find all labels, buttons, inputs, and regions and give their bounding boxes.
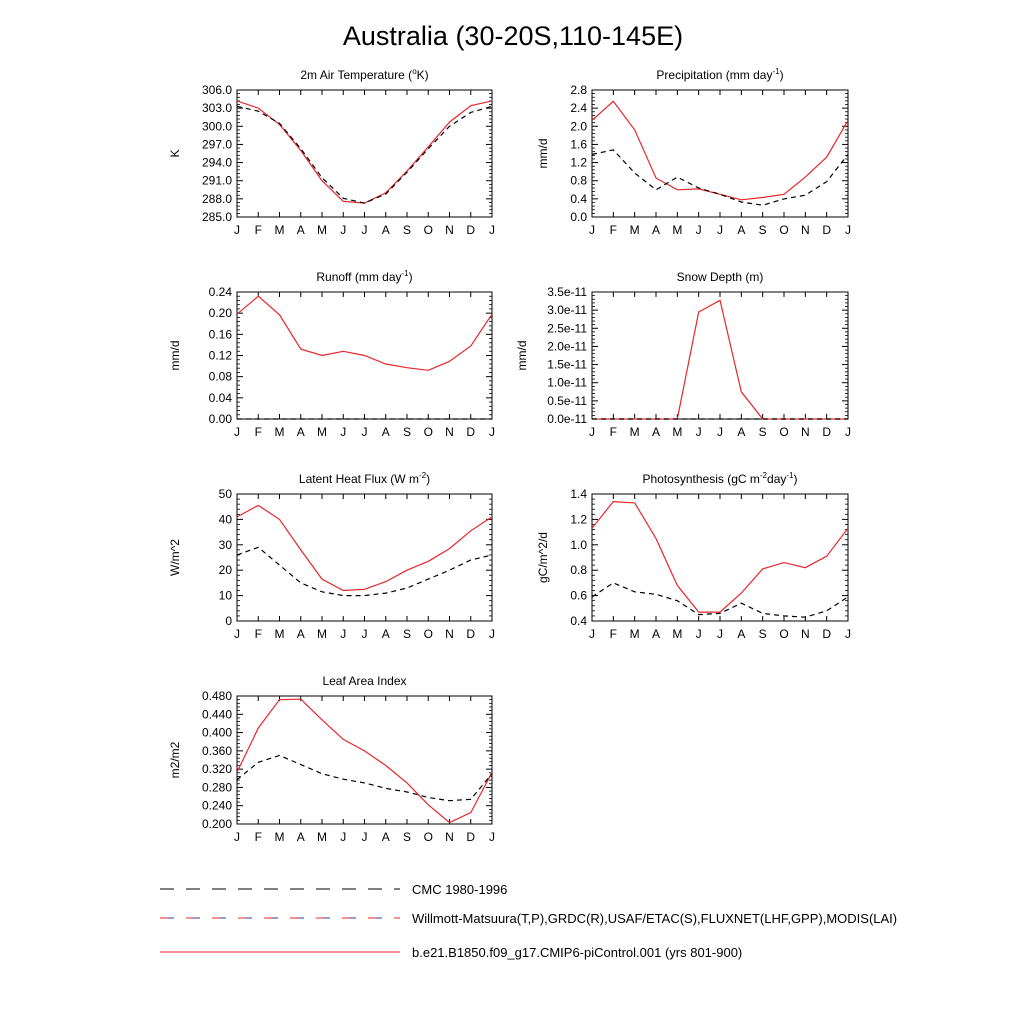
figure-title: Australia (30-20S,110-145E) xyxy=(342,21,684,51)
y-tick-label: 1.6 xyxy=(570,137,587,152)
y-tick-label: 0.00 xyxy=(208,412,232,426)
x-tick-label: A xyxy=(381,627,390,641)
plot-frame xyxy=(592,494,848,621)
panel-air-temperature xyxy=(168,67,495,237)
x-tick-label: M xyxy=(672,223,683,237)
y-tick-label: 0 xyxy=(225,614,232,628)
y-tick-label: 0.0e-11 xyxy=(547,412,587,426)
x-tick-label: M xyxy=(672,627,683,641)
y-tick-label: 0.400 xyxy=(201,725,232,740)
y-axis-label: m2/m2 xyxy=(168,741,182,779)
panel-title xyxy=(643,471,798,486)
x-tick-label: D xyxy=(822,425,832,439)
panel-latent-heat-flux xyxy=(168,471,495,641)
panel-leaf-area-index xyxy=(168,674,495,844)
x-tick-label: M xyxy=(672,425,683,439)
x-tick-label: O xyxy=(779,627,789,641)
panel-title-text-cont: K) xyxy=(416,68,429,82)
x-tick-label: J xyxy=(717,627,723,641)
x-tick-label: D xyxy=(466,223,476,237)
series-line-observed xyxy=(237,547,492,595)
x-tick-label: F xyxy=(254,425,262,439)
panel-title-superscript: -1 xyxy=(772,67,780,76)
panel-title xyxy=(316,269,412,284)
series-line-model xyxy=(592,300,848,419)
legend-label-cmc: CMC 1980-1996 xyxy=(412,882,508,897)
y-tick-label: 2.4 xyxy=(570,101,587,116)
y-tick-label: 0.320 xyxy=(201,762,232,777)
x-tick-label: J xyxy=(589,627,595,641)
x-tick-label: M xyxy=(317,627,327,641)
x-tick-label: S xyxy=(758,627,767,641)
panel-title-superscript: -2 xyxy=(418,471,427,480)
x-tick-label: J xyxy=(361,223,368,237)
x-tick-label: O xyxy=(423,223,433,237)
panel-title-text-cont: ) xyxy=(779,68,784,82)
x-tick-label: A xyxy=(737,223,746,237)
x-tick-label: A xyxy=(296,223,305,237)
plot-frame xyxy=(592,292,848,419)
x-tick-label: O xyxy=(423,830,433,844)
y-tick-label: 0.480 xyxy=(201,689,232,703)
x-tick-label: J xyxy=(845,627,851,641)
x-tick-label: A xyxy=(651,223,661,237)
x-tick-label: S xyxy=(402,223,412,237)
x-tick-label: F xyxy=(609,627,618,641)
legend-item-willmott xyxy=(160,911,897,926)
y-axis-label: gC/m^2/d xyxy=(536,532,550,583)
series-line-model xyxy=(237,296,492,370)
y-tick-label: 0.12 xyxy=(208,348,232,363)
panel-title-text-end: ) xyxy=(793,472,798,486)
series-line-observed xyxy=(592,150,848,205)
panel-title-text: Precipitation (mm day xyxy=(656,68,773,82)
y-tick-label: 0.08 xyxy=(208,369,232,384)
y-tick-label: 1.5e-11 xyxy=(547,357,587,372)
x-tick-label: N xyxy=(800,425,810,439)
y-tick-label: 0.280 xyxy=(201,780,232,795)
y-tick-label: 2.0e-11 xyxy=(547,339,587,354)
x-tick-label: A xyxy=(737,425,746,439)
x-tick-label: A xyxy=(296,425,305,439)
y-axis-label: mm/d xyxy=(168,340,182,371)
y-tick-label: 3.5e-11 xyxy=(547,285,587,299)
panel-title-text: 2m Air Temperature ( xyxy=(300,68,413,82)
panel-title-text-cont: ) xyxy=(408,270,413,284)
y-tick-label: 0.4 xyxy=(570,191,587,206)
panel-title xyxy=(299,471,430,486)
x-tick-label: A xyxy=(381,830,390,844)
panel-title-text: Photosynthesis (gC m xyxy=(642,472,760,486)
series-line-model xyxy=(592,502,848,612)
y-tick-label: 288.0 xyxy=(201,191,232,206)
x-tick-label: J xyxy=(845,425,851,439)
y-tick-label: 20 xyxy=(218,563,232,578)
y-tick-label: 2.0 xyxy=(570,119,587,134)
x-tick-label: J xyxy=(589,223,595,237)
plot-frame xyxy=(237,696,492,824)
x-tick-label: J xyxy=(361,425,368,439)
panel-photosynthesis xyxy=(536,471,851,641)
x-tick-label: O xyxy=(779,223,789,237)
series-line-observed xyxy=(237,755,492,800)
panel-title-text-cont: ) xyxy=(426,472,431,486)
y-tick-label: 0.8 xyxy=(570,563,587,578)
y-tick-label: 0.04 xyxy=(208,390,232,405)
x-tick-label: J xyxy=(717,223,723,237)
panel-runoff xyxy=(168,269,495,439)
series-line-model xyxy=(592,101,848,200)
x-tick-label: S xyxy=(402,425,412,439)
x-tick-label: J xyxy=(845,223,851,237)
x-tick-label: J xyxy=(361,830,368,844)
panel-title xyxy=(300,67,428,82)
y-tick-label: 306.0 xyxy=(201,83,232,97)
y-tick-label: 0.360 xyxy=(201,743,232,758)
y-tick-label: 0.200 xyxy=(201,817,232,831)
x-tick-label: F xyxy=(609,223,618,237)
x-tick-label: M xyxy=(274,223,285,237)
series-line-model xyxy=(237,699,492,822)
plot-frame xyxy=(592,90,848,217)
y-tick-label: 0.240 xyxy=(201,798,232,813)
x-tick-label: J xyxy=(361,627,368,641)
x-tick-label: M xyxy=(274,830,285,844)
x-tick-label: M xyxy=(274,425,285,439)
legend-label-model: b.e21.B1850.f09_g17.CMIP6-piControl.001 (yrs 801-900) xyxy=(412,945,743,960)
x-tick-label: N xyxy=(445,830,454,844)
y-tick-label: 0.8 xyxy=(570,173,587,188)
series-line-model xyxy=(237,101,492,203)
y-tick-label: 0.6 xyxy=(570,588,587,603)
x-tick-label: S xyxy=(758,425,767,439)
series-line-model xyxy=(237,505,492,590)
y-tick-label: 300.0 xyxy=(201,119,232,134)
y-tick-label: 10 xyxy=(218,588,232,603)
panel-title xyxy=(677,270,764,284)
x-tick-label: A xyxy=(651,627,661,641)
x-tick-label: F xyxy=(254,830,262,844)
x-tick-label: N xyxy=(445,223,454,237)
x-tick-label: M xyxy=(629,425,640,439)
panel-title-superscript: -1 xyxy=(401,269,409,278)
x-tick-label: J xyxy=(234,223,240,237)
x-tick-label: M xyxy=(629,627,640,641)
x-tick-label: M xyxy=(274,627,285,641)
x-tick-label: S xyxy=(402,627,412,641)
x-tick-label: D xyxy=(466,830,476,844)
x-tick-label: S xyxy=(758,223,767,237)
x-tick-label: D xyxy=(822,223,832,237)
x-tick-label: N xyxy=(445,425,454,439)
y-tick-label: 1.0e-11 xyxy=(547,375,587,390)
x-tick-label: O xyxy=(423,425,433,439)
y-axis-label: K xyxy=(168,149,182,158)
y-tick-label: 2.8 xyxy=(570,83,587,97)
y-tick-label: 294.0 xyxy=(201,155,232,170)
x-tick-label: N xyxy=(800,223,810,237)
y-tick-label: 297.0 xyxy=(201,137,232,152)
x-tick-label: F xyxy=(254,627,262,641)
x-tick-label: J xyxy=(489,627,495,641)
y-tick-label: 50 xyxy=(218,487,232,501)
panel-title-text: Latent Heat Flux (W m xyxy=(298,472,419,486)
x-tick-label: J xyxy=(489,223,495,237)
x-tick-label: D xyxy=(466,425,476,439)
x-tick-label: J xyxy=(340,627,347,641)
legend-item-model xyxy=(160,945,742,960)
x-tick-label: A xyxy=(296,830,305,844)
x-tick-label: J xyxy=(489,425,495,439)
x-tick-label: F xyxy=(609,425,618,439)
panel-title-text: Runoff (mm day xyxy=(316,270,402,284)
x-tick-label: D xyxy=(466,627,476,641)
x-tick-label: O xyxy=(423,627,433,641)
x-tick-label: A xyxy=(737,627,746,641)
x-tick-label: J xyxy=(234,425,240,439)
y-tick-label: 1.0 xyxy=(570,537,587,552)
y-tick-label: 291.0 xyxy=(201,173,232,188)
x-tick-label: J xyxy=(695,223,702,237)
x-tick-label: S xyxy=(402,830,412,844)
y-tick-label: 1.4 xyxy=(570,487,587,501)
x-tick-label: M xyxy=(317,830,327,844)
x-tick-label: A xyxy=(381,425,390,439)
x-tick-label: M xyxy=(317,425,327,439)
panel-title xyxy=(656,67,783,82)
y-tick-label: 1.2 xyxy=(570,155,587,170)
y-tick-label: 285.0 xyxy=(201,210,232,224)
x-tick-label: J xyxy=(717,425,723,439)
legend-item-cmc xyxy=(160,882,507,897)
x-tick-label: J xyxy=(340,830,347,844)
y-tick-label: 30 xyxy=(218,537,232,552)
x-tick-label: N xyxy=(800,627,810,641)
x-tick-label: A xyxy=(381,223,390,237)
y-tick-label: 1.2 xyxy=(570,512,587,527)
panel-title xyxy=(322,674,406,688)
panel-title-text: Leaf Area Index xyxy=(322,674,407,688)
y-tick-label: 0.440 xyxy=(201,707,232,722)
plot-frame xyxy=(237,494,492,621)
y-axis-label: mm/d xyxy=(536,138,550,169)
y-tick-label: 0.16 xyxy=(208,327,232,342)
y-tick-label: 40 xyxy=(218,512,232,527)
y-tick-label: 3.0e-11 xyxy=(547,303,587,318)
x-tick-label: J xyxy=(340,223,347,237)
plot-frame xyxy=(237,90,492,217)
x-tick-label: M xyxy=(629,223,640,237)
x-tick-label: J xyxy=(695,425,702,439)
y-tick-label: 0.24 xyxy=(208,285,232,299)
x-tick-label: J xyxy=(340,425,347,439)
x-tick-label: J xyxy=(695,627,702,641)
x-tick-label: O xyxy=(779,425,789,439)
panel-title-text: Snow Depth (m) xyxy=(676,270,764,284)
x-tick-label: D xyxy=(822,627,832,641)
y-tick-label: 0.20 xyxy=(208,306,232,321)
y-axis-label: W/m^2 xyxy=(168,539,182,576)
panel-title-text-cont: day xyxy=(767,472,787,486)
y-tick-label: 0.0 xyxy=(570,210,587,224)
panel-precipitation xyxy=(536,67,851,237)
x-tick-label: J xyxy=(589,425,595,439)
panel-title-superscript: o xyxy=(412,67,417,76)
legend xyxy=(160,882,897,960)
x-tick-label: A xyxy=(296,627,305,641)
x-tick-label: J xyxy=(489,830,495,844)
panel-title-superscript: -2 xyxy=(759,471,768,480)
x-tick-label: M xyxy=(317,223,327,237)
y-tick-label: 303.0 xyxy=(201,101,232,116)
x-tick-label: F xyxy=(254,223,262,237)
x-tick-label: A xyxy=(651,425,661,439)
x-tick-label: N xyxy=(445,627,454,641)
panel-title-superscript-2: -1 xyxy=(786,471,794,480)
y-tick-label: 0.5e-11 xyxy=(547,393,587,408)
y-axis-label: mm/d xyxy=(515,340,529,371)
x-tick-label: J xyxy=(234,830,240,844)
panel-snow-depth xyxy=(515,270,851,439)
y-tick-label: 2.5e-11 xyxy=(547,321,587,336)
y-tick-label: 0.4 xyxy=(570,614,587,628)
legend-label-willmott: Willmott-Matsuura(T,P),GRDC(R),USAF/ETAC(S),FLUXNET(LHF,GPP),MODIS(LAI) xyxy=(412,911,898,926)
x-tick-label: J xyxy=(234,627,240,641)
